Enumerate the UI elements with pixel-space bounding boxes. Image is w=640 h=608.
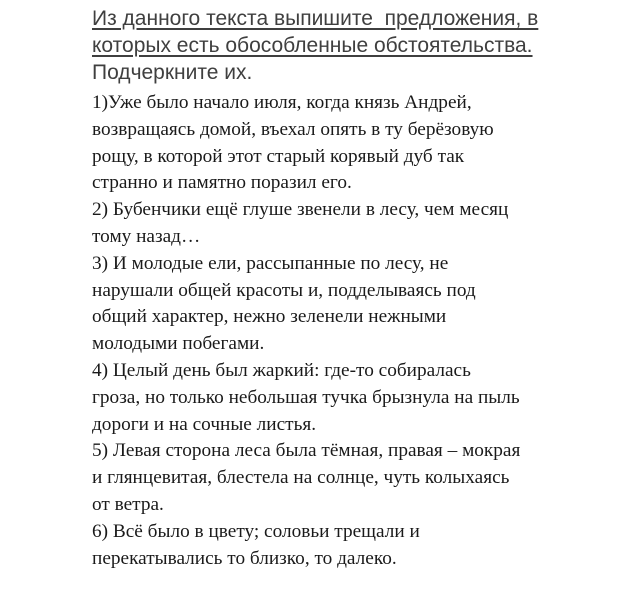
sentence-1-line: возвращаясь домой, въехал опять в ту берёзовую [92, 118, 494, 140]
sentence-4-line: 4) Целый день был жаркий: где-то собиралась [92, 359, 471, 381]
sentence-5-line: 5) Левая сторона леса была тёмная, правая – мокрая [92, 440, 521, 462]
sentence-4-line: дороги и на сочные листья. [92, 413, 317, 435]
sentence-1-line: рощу, в которой этот старый корявый дуб так [92, 145, 465, 167]
sentence-3-line: общий характер, нежно зеленели нежными [92, 306, 447, 328]
sentence-1-line: 1)Уже было начало июля, когда князь Андрей, [92, 92, 472, 113]
sentence-3-line: молодыми побегами. [92, 333, 265, 355]
sentence-6-line: 6) Всё было в цвету; соловьи трещали и [92, 520, 420, 542]
sentence-2-line: 2) Бубенчики ещё глуше звенели в лесу, чем месяц [92, 199, 509, 221]
sentence-6-line: перекатывались то близко, то далеко. [92, 547, 397, 569]
sentence-5-line: от ветра. [92, 493, 164, 515]
task-heading-line: Подчеркните их. [92, 61, 253, 84]
sentence-1-line: странно и памятно поразил его. [92, 172, 352, 194]
sentence-3-line: 3) И молодые ели, рассыпанные по лесу, не [92, 252, 449, 274]
task-heading-line: Из данного текста выпишите предложения, в [92, 7, 539, 30]
sentence-5-line: и глянцевитая, блестела на солнце, чуть колыхаясь [92, 467, 510, 489]
sentence-4-line: гроза, но только небольшая тучка брызнула на пыль [92, 386, 520, 408]
sentence-3-line: нарушали общей красоты и, подделываясь под [92, 279, 476, 301]
task-heading-line: которых есть обособленные обстоятельства. [92, 34, 533, 57]
task-heading [92, 5, 612, 86]
exercise-text [92, 90, 622, 572]
sentence-2-line: тому назад… [92, 225, 201, 247]
